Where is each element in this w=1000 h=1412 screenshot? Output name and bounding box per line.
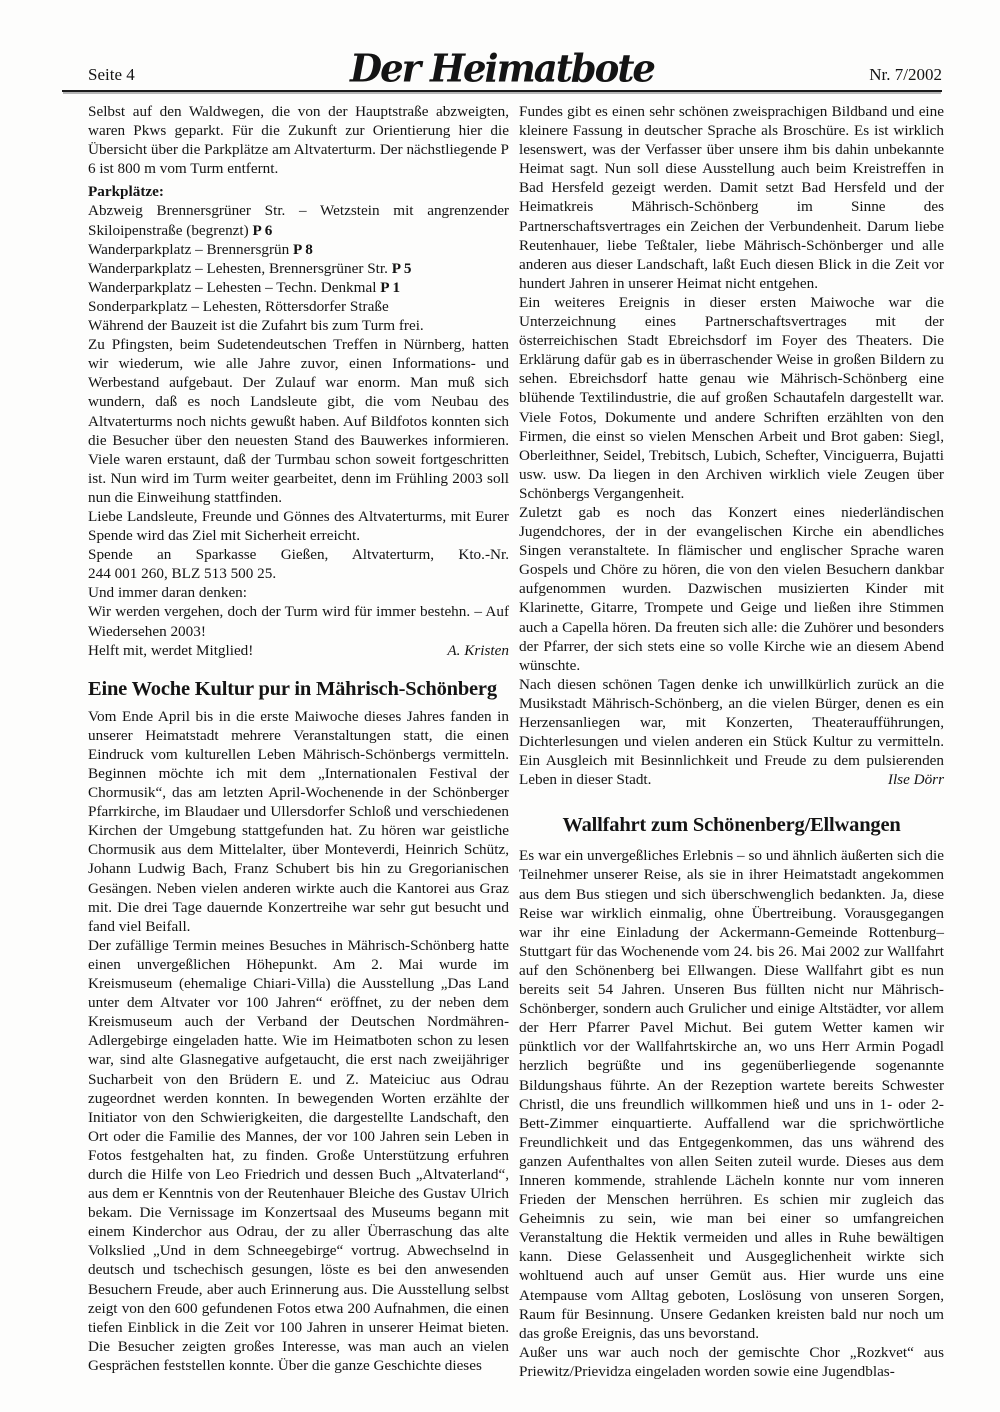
article2-paragraph2-left: Der zufällige Termin meines Besuches in Mährisch-Schönberg hatte einen unvergeßlichen Höhepunkt. Am 2. Mai wurde im Kreismuseum (ehemalige Chiari-Villa) die Ausstellung „Das Land unter dem Altvater vor 100 Jahren“ eröffnet, zu der neben dem Kreismuseum auch der Verband der Deutschen Nordmähren-Adlergebirge eingeladen hatte. Wie im Heimatboten schon zu lesen war, sind alte Glasnegative aufgetaucht, die erst nach zweijähriger Sucharbeit von den Brüdern E. und Z. Mateiciuc aus Odrau zugeordnet werden konnten. In bewegenden Worten erzählte der Initiator von den Schwierigkeiten, die dargestellte Landschaft, den Ort oder die Familie des Mannes, der vor 100 Jahren sein Leben in Fotos festgehalten hat, zu finden. Große Unterstützung erfuhren durch die Hilfe von Leo Friedrich und dessen Buch „Altvaterland“, aus dem er Kenntnis von der Reutenhauer Bleiche des Gustav Ulrich bekam. Die Vernissage im Konzertsaal des Museums begann mit einem Kinderchor aus Odrau, der zu aller Überraschung das alte Volkslied „Und in dem Schneegebirge“ vortrug. Abwechselnd in deutsch und tschechisch gesungen, löste es bei den anwesenden Besuchern Freude, aber auch Erinnerung aus. Die Ausstellung selbst zeigt von den 600 gefundenen Fotos etwa 200 Aufnahmen, die einen tiefen Einblick in die Zeit vor 100 Jahren in unserer Heimat bieten. Die Besucher zeigten großes Interesse, was man auch an vielen Gesprächen feststellen konnte. Über die ganze Geschichte dieses (88, 936, 509, 1374)
article2-paragraph4: Zuletzt gab es noch das Konzert eines niederländischen Jugendchores, der in der evangelischen Kirche ein abendliches Singen veranstaltete. In flämischer und englischer Sprache waren Gospels und Chöre zu hören, die von den vielen Besuchern dankbar aufgenommen wurden. Dazwischen musizierten Kinder mit Klarinette, Gitarre, Trompete und Geige und ließen ihre Stimmen auch a Capella hören. Da freuten sich alle: die Zuhörer und besonders der Pfarrer, der sich stets eine so volle Kirche wie an diesem Abend wünschte. (519, 503, 944, 674)
article1-pfingsten-paragraph: Zu Pfingsten, beim Sudetendeutschen Treffen in Nürnberg, hatten wir wiederum, wie alle Jahre zuvor, einen Informations- und Werbestand aufgebaut. Der Zulauf war enorm. Man muß sich wundern, daß es noch Landsleute gibt, die vom Neubau des Altvaterturms noch nichts gewußt haben. Auf Bildfotos konnten sich die Besucher über den neuesten Stand des Bauwerkes informieren. Viele waren erstaunt, daß der Turmbau schon soweit fortgeschritten ist. Nun wird im Turm weiter gearbeitet, denn im Frühling 2003 soll nun die Einweihung stattfinden. (88, 336, 509, 506)
donation-account-line2: 244 001 260, BLZ 513 500 25. (88, 565, 277, 583)
parking-item: Abzweig Brennersgrüner Str. – Wetzstein mit angrenzender Skiloipenstraße (begrenzt) P 6 (88, 202, 509, 239)
parking-code: P 8 (293, 240, 313, 258)
parking-item: Sonderparkplatz – Lehesten, Röttersdorfer Straße (88, 297, 389, 315)
parking-item: Während der Bauzeit ist die Zufahrt bis zum Turm frei. (88, 317, 424, 335)
article2-paragraph1: Vom Ende April bis in die erste Maiwoche dieses Jahres fanden in unserer Heimatstadt mehrere Veranstaltungen statt, die einen Eindruck vom kulturellen Leben Mährisch-Schönbergs vermitteln. Beginnen möchte ich mit dem „Internationalen Festival der Chormusik“, das am letzten April-Wochenende in der Schönberger Pfarrkirche, im Blaudaer und Ullersdorfer Schloß und verschiedenen Kirchen der Umgebung stattgefunden hat. Zu hören war geistliche Chormusik aus dem Mittelalter, über Monteverdi, Heinrich Schütz, Johann Ludwig Bach, Franz Schubert bis hin zu Gregorianischen Gesängen. Neben vielen anderen wirkte auch die Kantorei aus Graz mit. Die drei Tage dauernde Konzertreihe war sehr gut besucht und fand viel Beifall. (88, 707, 509, 935)
article2-title: Eine Woche Kultur pur in Mährisch-Schönberg (88, 677, 497, 700)
issue-number-label: Nr. 7/2002 (869, 65, 942, 84)
two-column-layout (88, 102, 944, 1381)
article3-paragraph2: Außer uns war auch noch der gemischte Chor „Rozkvet“ aus Priewitz/Prievidza eingeladen worden sowie eine Jugendblas- (519, 1343, 944, 1380)
parking-item: Wanderparkplatz – Lehesten – Techn. Denkmal P 1 (88, 278, 401, 296)
page-number-label: Seite 4 (88, 65, 135, 84)
article1-vergehen-paragraph: Wir werden vergehen, doch der Turm wird für immer bestehn. – Auf Wiedersehen 2003! (88, 603, 509, 640)
right-column (519, 102, 944, 1381)
article2-paragraph5: Nach diesen schönen Tagen denke ich unwillkürlich zurück an die Musikstadt Mährisch-Schönberg, an die vielen Bürger, denen es ein Herzensanliegen war, mit Konzerten, Theateraufführungen, Dichterlesungen und vielen anderen ein Stück Kultur zu vermitteln. Ein Ausgleich mit Besinnlichkeit und Freude zu dem pulsierenden Leben in dieser Stadt. Ilse Dörr (519, 675, 944, 789)
parking-code: P 6 (252, 221, 273, 239)
donation-account-line1: Spende an Sparkasse Gießen, Altvaterturm, Kto.-Nr. (88, 546, 509, 564)
article3-paragraph1: Es war ein unvergeßliches Erlebnis – so und ähnlich äußerten sich die Teilnehmer unserer Reise, als sie in ihrer Heimatstadt angekommen aus dem Bus stiegen und sich überschwenglich bedankten. Ja, diese Reise war wirklich einmalig, ohne Übertreibung. Vorausgegangen war ihr eine Einladung der Ackermann-Gemeinde Rottenburg–Stuttgart für das Wochenende vom 24. bis 26. Mai 2002 zur Wallfahrt auf den Schönenberg bei Ellwangen. Diese Wallfahrt gibt es nun bereits seit 54 Jahren. Unseren Bus füllten nicht nur Mährisch-Schönberger, sondern auch Grulicher und einige Altstädter, vor allem der Herr Pfarrer Pavel Michut. Bei gutem Wetter kamen wir pünktlich vor der Wallfahrtskirche an, wo uns Herr Armin Pogadl herzlich begrüßte und ins gegenüberliegende sogenannte Bildungshaus führte. An der Rezeption wartete bereits Schwester Christl, die uns freundlich willkommen hieß und uns in 1- oder 2-Bett-Zimmer einquartierte. Auffallend war die sprichwörtliche Freundlichkeit und das Entgegenkommen, das uns während des ganzen Aufenthaltes von allen Seiten zuteil wurde. Dieses aus dem Inneren kommende, strahlende Lächeln konnte nur vom inneren Frieden der Menschen herrühren. Es schien mir zugleich das Geheimnis zu sein, wie man bei einer so umfangreichen Veranstaltung die Hektik vermeiden und alles in Ruhe bewältigen kann. Diese Gelassenheit und Ausgeglichenheit wirkte sich wohltuend auch auf unser Gemüt aus. Hier wurde uns eine Atempause vom Alltag geboten, Loslösung von unseren Sorgen, Raum für Besinnung. Unsere Gedanken kreisten bald nur noch um das große Ereignis, das uns bevorstand. (519, 847, 944, 1342)
article1-author-signature: A. Kristen (447, 641, 509, 659)
masthead-title: Der Heimatbote (350, 45, 654, 91)
article2-paragraph2-right: Fundes gibt es einen sehr schönen zweisprachigen Bildband und eine kleinere Fassung in deutscher Sprache als Broschüre. Es ist wirklich lesenswert, was der Verfasser über unsere ihm bis dahin unbekannte Heimat sagt. Nun soll diese Ausstellung auch beim Kreistreffen in Bad Hersfeld gezeigt werden. Damit setzt Bad Hersfeld und der Heimatkreis Mährisch-Schönberg im Sinne des Partnerschaftsvertrages ein Zeichen der Verbundenheit. Darum liebe Reutenhauer, liebe Teßtaler, liebe Mährisch-Schönberger und alle anderen aus dieser Landschaft, laßt Euch diesen Blick in die Zeit vor hundert Jahren in unserer Heimat nicht entgehen. (519, 103, 944, 292)
left-column (88, 102, 509, 1381)
article2-author-signature: Ilse Dörr (887, 771, 944, 789)
parking-list-heading: Parkplätze: (88, 183, 164, 201)
article1-closing-row (88, 641, 509, 660)
parking-code: P 1 (380, 278, 401, 296)
article1-closing-line: Helft mit, werdet Mitglied! (88, 641, 254, 659)
article3-title: Wallfahrt zum Schönenberg/Ellwangen (562, 814, 901, 837)
page-header (62, 44, 942, 92)
article1-appell-paragraph: Liebe Landsleute, Freunde und Gönnes des Altvaterturms, mit Eurer Spende wird das Ziel mit Sicherheit erreicht. (88, 507, 509, 545)
parking-code: P 5 (391, 259, 412, 277)
article2-paragraph3: Ein weiteres Ereignis in dieser ersten Maiwoche war die Unterzeichnung eines Partnerschaftsvertrages mit der österreichischen Stadt Ebreichsdorf im Foyer des Theaters. Die Erklärung dafür gab es in überraschender Weise in großen Bildern zu sehen. Ebreichsdorf hatte genau wie Mährisch-Schönberg eine blühende Textilindustrie, die auf großen Schautafeln dargestellt war. Viele Fotos, Dokumente und andere Schriften erzählten von den Firmen, die einst so vielen Menschen Arbeit und Brot gaben: Siegl, Oberleithner, Seidel, Trebitsch, Lubich, Schefter, Vinciguerra, Bujatti usw. usw. Da liegen in den Archiven wirklich viele Zeugen über Schönbergs Vergangenheit. (519, 293, 944, 502)
article1-denken-line: Und immer daran denken: (88, 584, 247, 602)
article1-intro-paragraph: Selbst auf den Waldwegen, die von der Hauptstraße abzweigten, waren Pkws geparkt. Für die Zukunft zur Orientierung hier die Übersicht über die Parkplätze am Altvaterturm. Der nächstliegende P 6 ist 800 m vom Turm entfernt. (88, 103, 509, 178)
parking-item: Wanderparkplatz – Lehesten, Brennersgrüner Str. P 5 (88, 259, 412, 277)
parking-item: Wanderparkplatz – Brennersgrün P 8 (88, 240, 313, 258)
